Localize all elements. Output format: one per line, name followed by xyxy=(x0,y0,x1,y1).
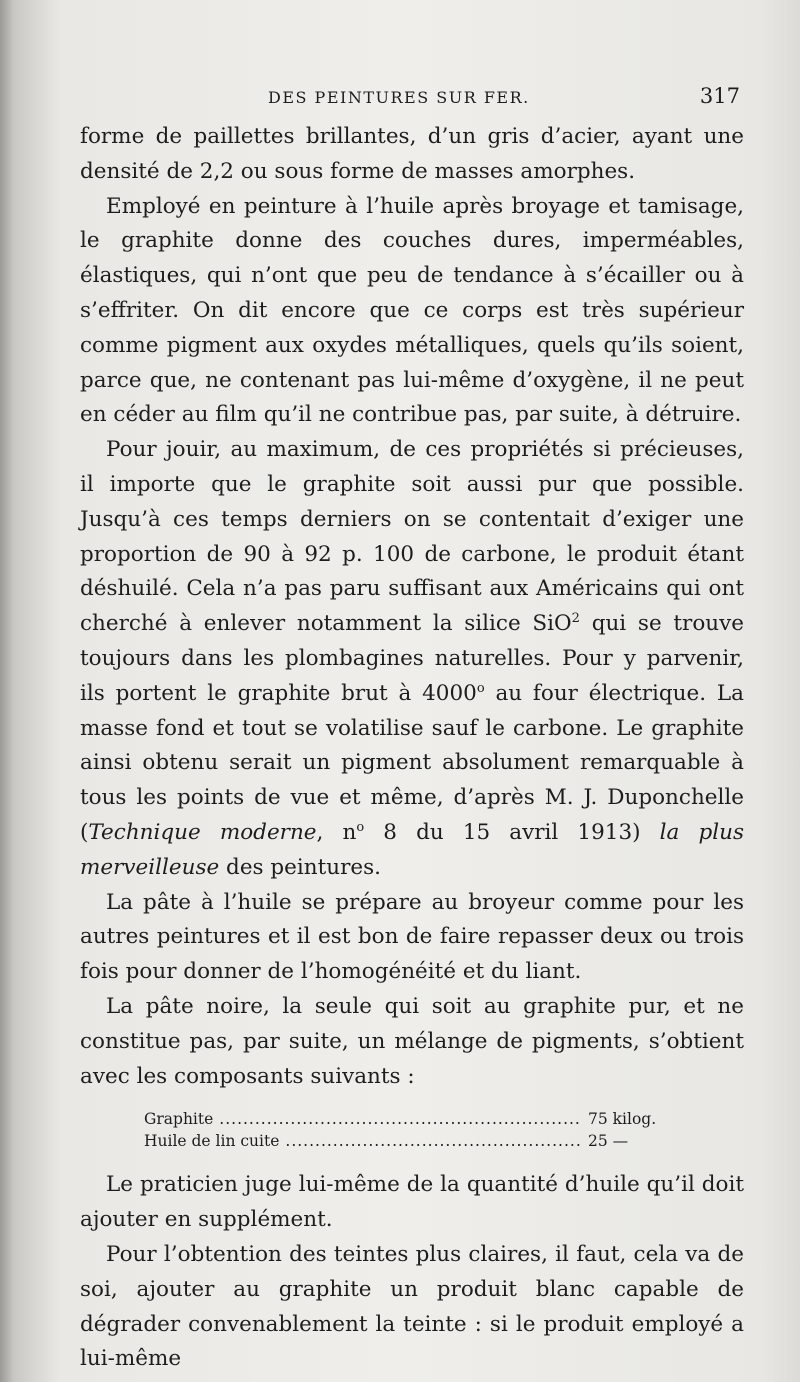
paragraph-7: Pour l’obtention des teintes plus claires, il faut, cela va de soi, ajouter au graphite un produit blanc capable de dégrader convenablement la teinte : si le produit employé a lui-même xyxy=(80,1241,744,1372)
recipe-quantity: 25 — xyxy=(588,1132,629,1151)
paragraph-2: Employé en peinture à l’huile après broyage et tamisage, le graphite donne des couches dures, imperméables, élastiques, qui n’ont que peu de tendance à s’écailler ou à s’effriter. On dit encore que ce corps est très supérieur comme pigment aux oxydes métalliques, quels qu’ils soient, parce que, ne contenant pas lui-même d’oxygène, il ne peut en céder au film qu’il ne contribue pas, par suite, à détruire. xyxy=(80,193,744,428)
paragraph-3-part-b: qui se trouve toujours dans les plombagines naturelles. Pour y parvenir, ils portent le graphite brut à 4000 xyxy=(80,611,744,706)
paragraph-4: La pâte à l’huile se prépare au broyeur comme pour les autres peintures et il est bon de faire repasser deux ou trois fois pour donner de l’homogénéité et du liant. xyxy=(80,889,744,985)
recipe-row xyxy=(144,1130,678,1152)
paragraph-6: Le praticien juge lui-même de la quantité d’huile qu’il doit ajouter en supplément. xyxy=(80,1172,744,1233)
paragraph-3-part-f: des peintures. xyxy=(219,854,381,880)
paragraph-3 xyxy=(80,433,744,885)
running-head: DES PEINTURES SUR FER. xyxy=(268,88,530,107)
recipe-row xyxy=(144,1108,678,1130)
page-body xyxy=(80,120,744,1377)
recipe-ingredient: Huile de lin cuite xyxy=(144,1132,280,1151)
paragraph-3-part-a: Pour jouir, au maximum, de ces propriétés si précieuses, il importe que le graphite soit aussi pur que possible. Jusqu’à ces temps derniers on se contentait d’exiger une proportion de 90 à 92 p. 100 de carbone, le produit étant déshuilé. Cela n’a pas paru suffisant aux Américains qui ont cherché à enlever notamment la silice SiO xyxy=(80,437,744,637)
emphasis-quote: la plus merveilleuse xyxy=(80,819,744,880)
recipe-ingredient: Graphite xyxy=(144,1110,214,1129)
page-number: 317 xyxy=(699,84,740,108)
page-header xyxy=(80,86,740,116)
paragraph-3-part-e: 8 du 15 avril 1913) xyxy=(364,819,660,845)
paragraph-3-part-c: au four électrique. La masse fond et tout se volatilise sauf le carbone. Le graphite ainsi obtenu serait un pigment absolument remarquable à tous les points de vue et même, d’après M. J. Duponchelle ( xyxy=(80,680,744,845)
degree-sign: o xyxy=(476,680,485,696)
paragraph-5: La pâte noire, la seule qui soit au graphite pur, et ne constitue pas, par suite, un mélange de pigments, s’obtient avec les composants suivants : xyxy=(80,993,744,1089)
recipe-quantity: 75 kilog. xyxy=(588,1110,657,1129)
silica-subscript: 2 xyxy=(571,611,580,627)
leader-dots xyxy=(219,1108,582,1130)
leader-dots xyxy=(285,1130,582,1152)
recipe-table xyxy=(144,1108,678,1152)
citation-title: Technique moderne xyxy=(88,819,317,845)
numero-sign: o xyxy=(356,819,365,835)
paragraph-1: forme de paillettes brillantes, d’un gris d’acier, ayant une densité de 2,2 ou sous forme de masses amorphes. xyxy=(80,124,744,184)
paragraph-3-part-d: , n xyxy=(316,819,357,845)
